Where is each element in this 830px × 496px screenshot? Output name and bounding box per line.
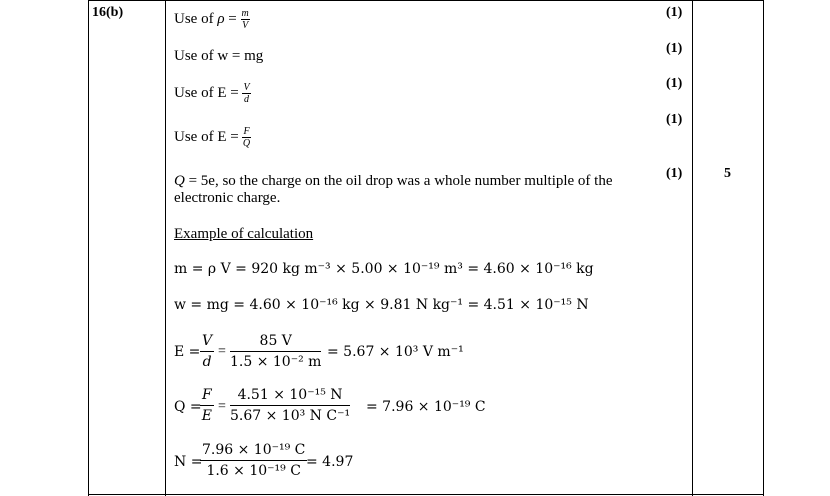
weight-equation: w = mg = 4.60 × 10⁻¹⁶ kg × 9.81 N kg⁻¹ = 4.51 × 10⁻¹⁵ N (174, 297, 589, 313)
table-border-top (88, 0, 764, 1)
charge-symbol-fraction: F E (201, 387, 212, 424)
mass-equation: m = ρ V = 920 kg m⁻³ × 5.00 × 10⁻¹⁹ m³ = 4.60 × 10⁻¹⁶ kg (174, 261, 594, 277)
row-weight: Use of w = mg (174, 48, 264, 64)
conclusion-line-1: Q = 5e, so the charge on the oil drop was a whole number multiple of the (174, 173, 613, 189)
mark-conclusion: (1) (666, 166, 683, 181)
field-equals: = (218, 344, 226, 359)
count-value-fraction: 7.96 × 10⁻¹⁹ C 1.6 × 10⁻¹⁹ C (202, 442, 306, 479)
example-heading: Example of calculation (174, 226, 314, 242)
charge-equals: = (218, 399, 226, 414)
count-calc-lhs: N = (174, 454, 203, 470)
row-field-vd: Use of E = $\frac{V}{d}$ (174, 82, 250, 105)
field-calc-lhs: E = (174, 344, 201, 360)
mark-field-fq: (1) (666, 112, 683, 127)
field-value-fraction: 85 V 1.5 × 10⁻² m (230, 333, 322, 370)
row-rho: Use of ρ = $\frac{m}{V}$ (174, 8, 249, 31)
question-number: 16(b) (92, 5, 124, 20)
conclusion-line-2: electronic charge. (174, 190, 281, 206)
table-border-left (88, 0, 89, 496)
table-border-right (763, 0, 764, 496)
charge-result: = 7.96 × 10⁻¹⁹ C (366, 399, 486, 415)
charge-calc-lhs: Q = (174, 399, 202, 415)
charge-value-fraction: 4.51 × 10⁻¹⁵ N 5.67 × 10³ N C⁻¹ (230, 387, 351, 424)
count-result: = 4.97 (306, 454, 354, 470)
row-field-fq: Use of E = $\frac{F}{Q}$ (174, 126, 251, 149)
table-border-col1 (165, 0, 166, 496)
mark-field-vd: (1) (666, 76, 683, 91)
total-marks: 5 (724, 166, 731, 181)
field-result: = 5.67 × 10³ V m⁻¹ (327, 344, 464, 360)
mark-rho: (1) (666, 5, 683, 20)
mark-weight: (1) (666, 41, 683, 56)
table-border-col2 (692, 0, 693, 496)
table-border-bottom (88, 494, 764, 495)
field-symbol-fraction: V d (202, 333, 213, 370)
